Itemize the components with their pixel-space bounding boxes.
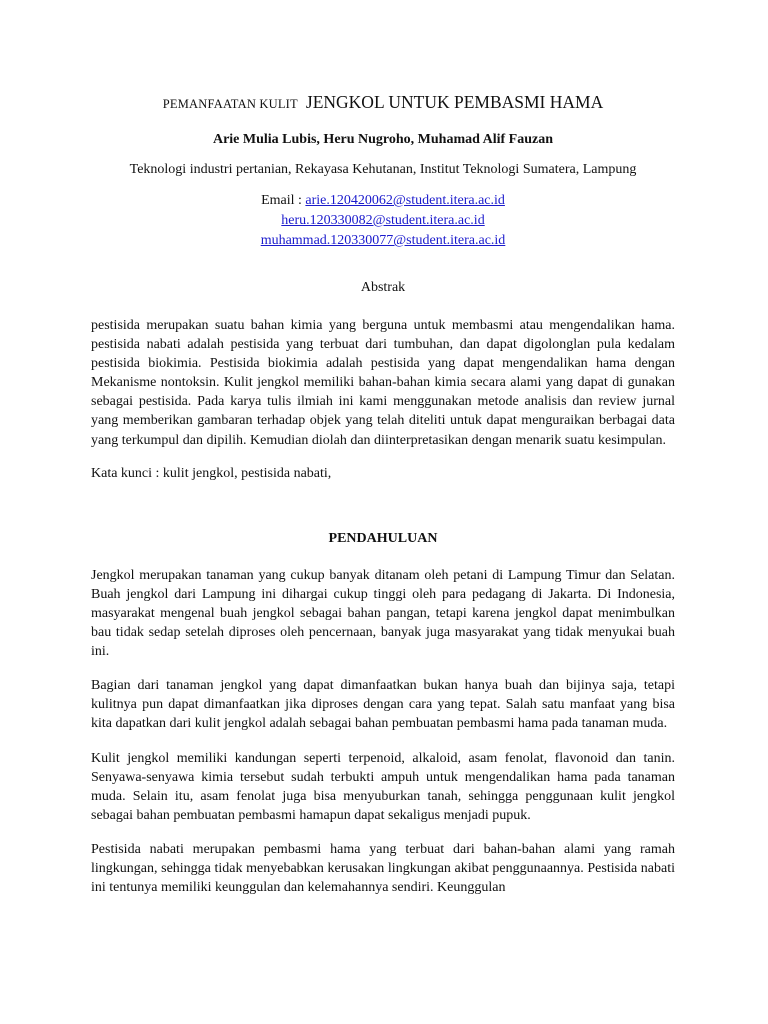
email-link-heru[interactable]: heru.120330082@student.itera.ac.id <box>281 213 485 228</box>
keywords: Kata kunci : kulit jengkol, pestisida nabati, <box>91 465 332 481</box>
email-link-muhammad[interactable]: muhammad.120330077@student.itera.ac.id <box>260 233 506 248</box>
paper-content <box>91 86 675 897</box>
section-heading-introduction: PENDAHULUAN <box>328 530 438 546</box>
intro-paragraph-1: Jengkol merupakan tanaman yang cukup banyak ditanam oleh petani di Lampung Timur dan Selatan. Buah jengkol dari Lampung ini dihargai cukup tinggi oleh para pedagang di Jakarta. Di Indonesia, masyarakat mengenal buah jengkol sebagai bahan pangan, tetapi karena jengkol dapat menimbulkan bau tidak sedap setelah diproses oleh pencernaan, banyak juga masyarakat yang tidak menyukai buah ini. <box>91 567 675 660</box>
title-prefix: PEMANFAATAN KULIT <box>162 97 298 111</box>
email-line-3 <box>91 231 675 251</box>
abstract-heading: Abstrak <box>360 280 406 295</box>
email-block <box>91 191 675 251</box>
affiliation: Teknologi industri pertanian, Rekayasa Kehutanan, Institut Teknologi Sumatera, Lampung <box>129 162 637 177</box>
title-main: JENGKOL UNTUK PEMBASMI HAMA <box>305 92 604 112</box>
author-list: Arie Mulia Lubis, Heru Nugroho, Muhamad Alif Fauzan <box>212 132 554 147</box>
email-line-2 <box>91 211 675 231</box>
intro-paragraph-4: Pestisida nabati merupakan pembasmi hama yang terbuat dari bahan-bahan alami yang ramah lingkungan, sehingga tidak menyebabkan kerusakan lingkungan akibat penggunaannya. Pestisida nabati ini tentunya memiliki keunggulan dan kelemahannya sendiri. Keunggulan <box>91 841 675 896</box>
email-link-arie[interactable]: arie.120420062@student.itera.ac.id <box>305 193 505 208</box>
email-line-1 <box>91 191 675 211</box>
intro-paragraph-3: Kulit jengkol memiliki kandungan seperti terpenoid, alkaloid, asam fenolat, flavonoid dan tanin. Senyawa-senyawa kimia tersebut sudah terbukti ampuh untuk mengendalikan hama pada tanaman muda. Selain itu, asam fenolat juga bisa menyuburkan tanah, sehingga penggunaan kulit jengkol sebagai bahan pembuatan pembasmi hamapun dapat sekaligus menjadi pupuk. <box>91 750 675 823</box>
abstract-text: pestisida merupakan suatu bahan kimia yang berguna untuk membasmi atau mengendalikan hama. pestisida nabati adalah pestisida yang terbuat dari tumbuhan, dan dapat digolonglan pula kedalam pestisida biokimia. Pestisida biokimia adalah pestisida yang dapat mengendalikan hama dengan Mekanisme nontoksin. Kulit jengkol memiliki bahan-bahan kimia secara alami yang dapat di gunakan sebagai pestisida. Pada karya tulis ilmiah ini kami menggunakan metode analisis dan review jurnal yang memberikan gambaran terhadap objek yang telah diteliti untuk dapat menguraikan berbagai data yang terkumpul dan dipilih. Kemudian diolah dan diinterpretasikan dengan menarik suatu kesimpulan. <box>91 318 675 448</box>
paper-title <box>91 86 675 115</box>
email-label: Email : <box>261 193 306 208</box>
intro-paragraph-2: Bagian dari tanaman jengkol yang dapat dimanfaatkan bukan hanya buah dan bijinya saja, tetapi kulitnya pun dapat dimanfaatkan jika diproses dengan cara yang tepat. Salah satu manfaat yang bisa kita dapatkan dari kulit jengkol adalah sebagai bahan pembuatan pembasmi hama pada tanaman muda. <box>91 678 675 732</box>
